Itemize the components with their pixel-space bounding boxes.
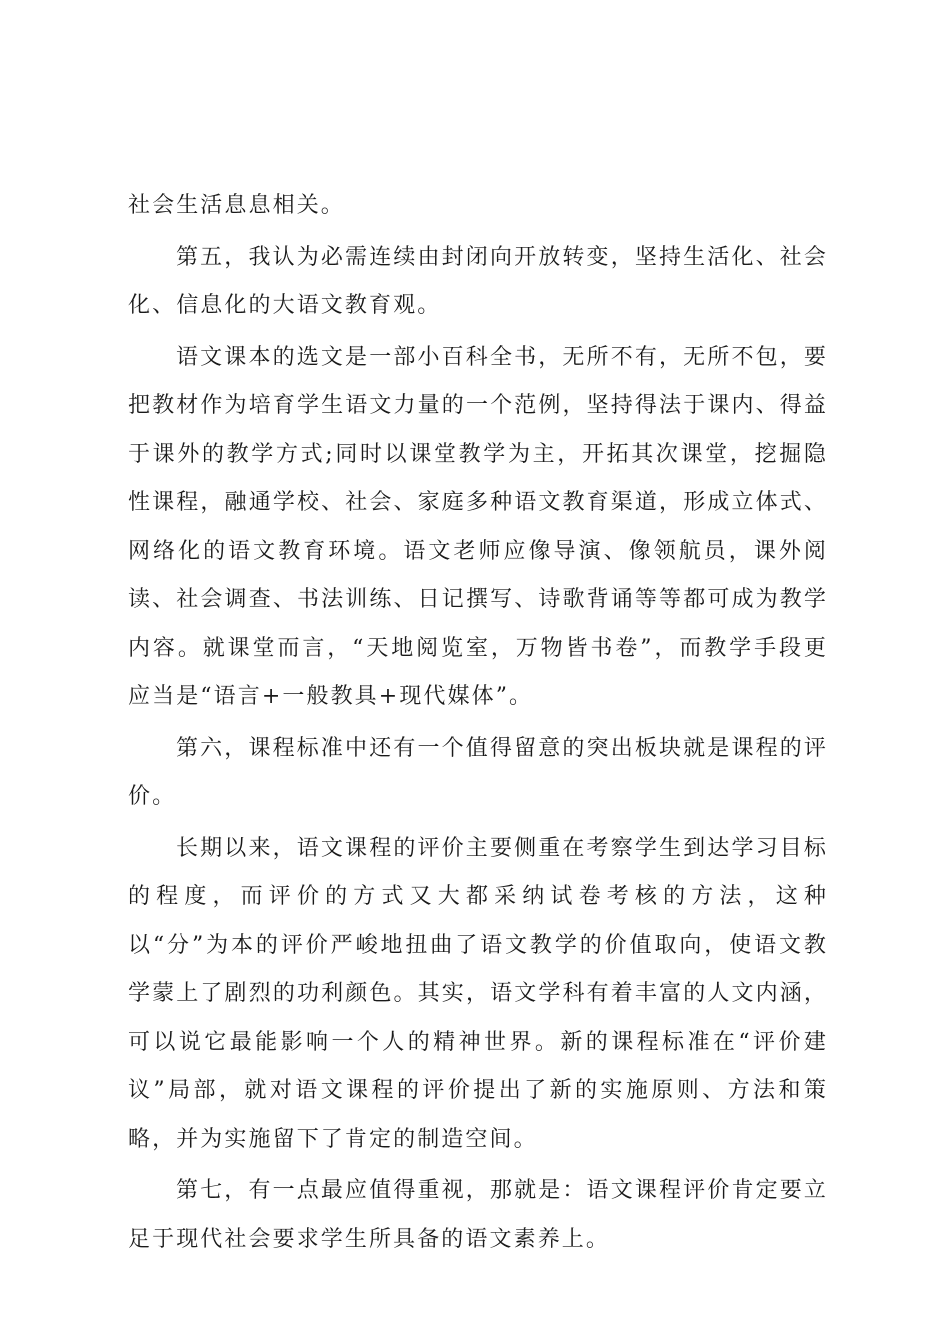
paragraph-1: 社会生活息息相关。	[128, 193, 345, 218]
paragraph-3: 语文课本的选文是一部小百科全书，无所不有，无所不包，要把教材作为培育学生语文力量的一个范例，坚持得法于课内、得益于课外的教学方式;同时以课堂教学为主，开拓其次课堂，挖掘隐性课程，融通学校、社会、家庭多种语文教育渠道，形成立体式、网络化的语文教育环境。语文老师应像导演、像领航员，课外阅读、社会调查、书法训练、日记撰写、诗歌背诵等等都可成为教学内容。就课堂而言，“天地阅览室，万物皆书卷”，而教学手段更应当是“语言+一般教具+现代媒体”。	[128, 344, 828, 709]
paragraph-6: 第七，有一点最应值得重视，那就是：语文课程评价肯定要立足于现代社会要求学生所具备的语文素养上。	[128, 1178, 828, 1252]
paragraph-5: 长期以来，语文课程的评价主要侧重在考察学生到达学习目标的程度，而评价的方式又大都采纳试卷考核的方法，这种以“分”为本的评价严峻地扭曲了语文教学的价值取向，使语文教学蒙上了剧烈的功利颜色。其实，语文学科有着丰富的人文内涵，可以说它最能影响一个人的精神世界。新的课程标准在“评价建议”局部，就对语文课程的评价提出了新的实施原则、方法和策略，并为实施留下了肯定的制造空间。	[128, 835, 828, 1152]
paragraph-4: 第六，课程标准中还有一个值得留意的突出板块就是课程的评价。	[128, 735, 828, 809]
document-body	[128, 182, 828, 1267]
paragraph-2: 第五，我认为必需连续由封闭向开放转变，坚持生活化、社会化、信息化的大语文教育观。	[128, 244, 828, 318]
